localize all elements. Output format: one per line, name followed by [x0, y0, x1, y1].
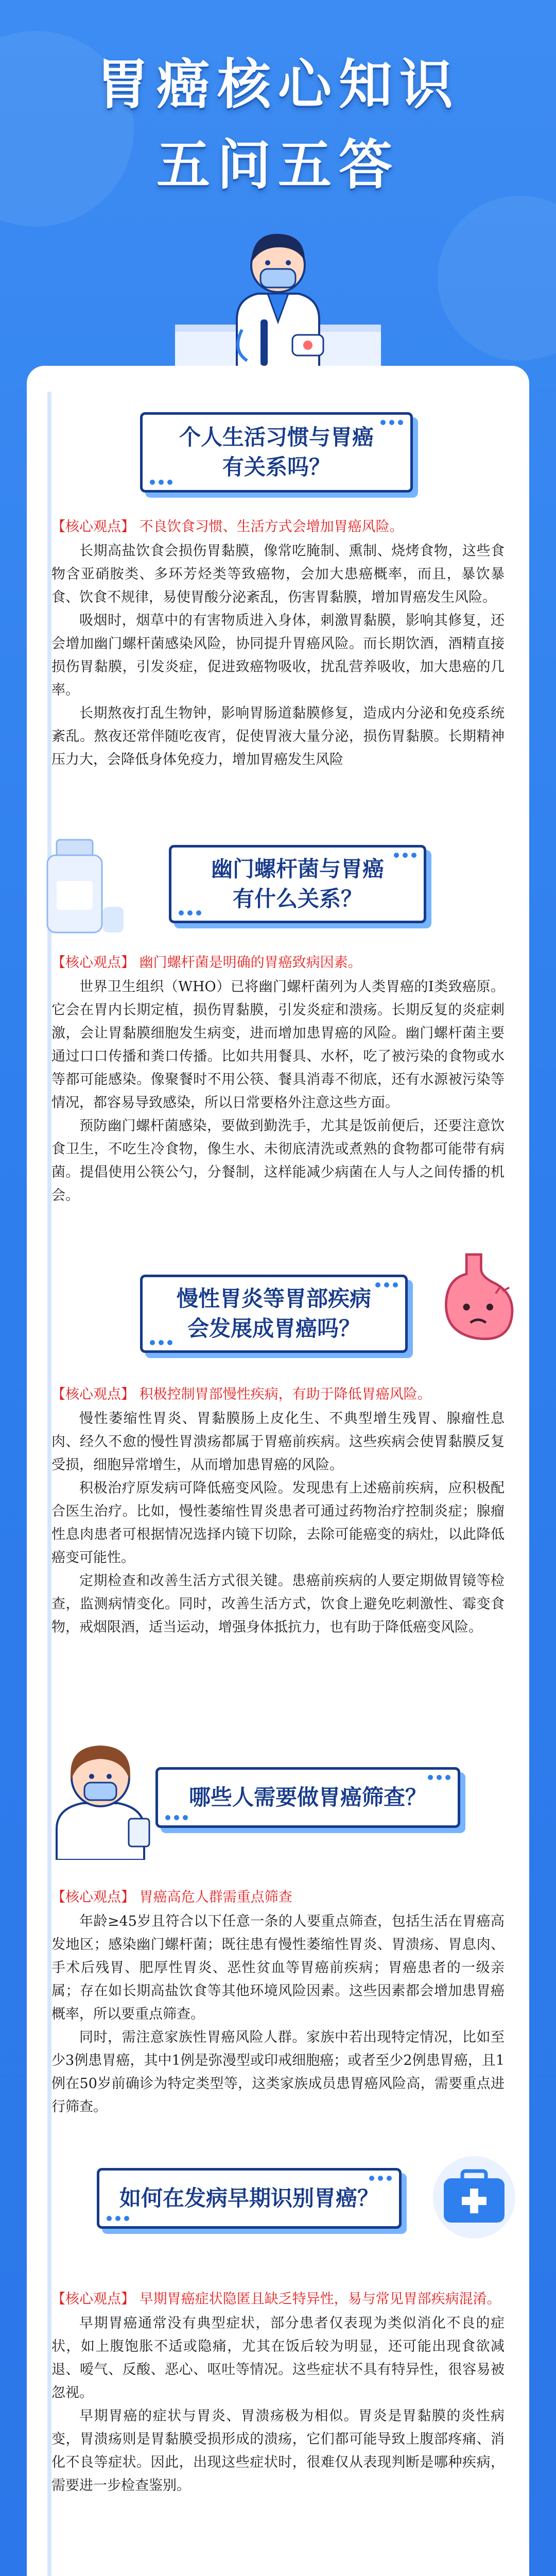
section-1-body — [51, 515, 505, 771]
core-point-2: 【核心观点】 幽门螺杆菌是明确的胃癌致病因素。 — [51, 955, 362, 971]
paragraph: 长期高盐饮食会损伤胃黏膜，像常吃腌制、熏制、烧烤食物，这些食物含亚硝胺类、多环芳烃类等致癌物，会加大患癌概率，而且，暴饮暴食、饮食不规律，易使胃酸分泌紊乱，伤害胃黏膜，增加胃癌发生风险。 — [51, 543, 505, 605]
paragraph: 早期胃癌通常没有典型症状，部分患者仅表现为类似消化不良的症状，如上腹饱胀不适或隐痛，尤其在饭后较为明显，还可能出现食欲减退、嗳气、反酸、恶心、呕吐等情况。这些症状不具有特异性，很容易被忽视。 — [51, 2315, 505, 2401]
page-title: 胃癌核心知识 — [95, 53, 460, 116]
bg-decor-circle — [438, 196, 556, 361]
question-2-text: 幽门螺杆菌与胃癌 有什么关系？ — [211, 856, 384, 911]
section-2-body — [51, 951, 505, 1207]
paragraph: 预防幽门螺杆菌感染，要做到勤洗手，尤其是饭前便后，还要注意饮食卫生，不吃生冷食物，像生水、未彻底清洗或煮熟的食物都可能带有病菌。提倡使用公筷公勺，分餐制，这样能减少病菌在人与人之间传播的机会。 — [51, 1118, 505, 1204]
dots-decor — [380, 420, 403, 425]
paragraph: 年龄≥45岁且符合以下任意一条的人要重点筛查，包括生活在胃癌高发地区；感染幽门螺杆菌；既往患有慢性萎缩性胃炎、胃溃疡、胃息肉、手术后残胃、肥厚性胃炎、恶性贫血等胃癌前疾病；胃癌患者的一级亲属；存在如长期高盐饮食等其他环境风险因素。这些因素都会增加患胃癌概率，所以要重点筛查。 — [51, 1913, 505, 2022]
medical-kit-icon — [430, 2154, 518, 2241]
section-4-body — [51, 1886, 505, 2119]
nurse-illustration — [41, 1731, 160, 1860]
dots-decor — [428, 1775, 450, 1780]
paragraph: 早期胃癌的症状与胃炎、胃溃疡极为相似。胃炎是胃黏膜的炎性病变，胃溃疡则是胃黏膜受损形成的溃疡，它们都可能导致上腹部疼痛、消化不良等症状。因此，出现这些症状时，很难仅从表现判断是哪种疾病，需要进一步检查鉴别。 — [51, 2408, 505, 2494]
core-point-1: 【核心观点】 不良饮食习惯、生活方式会增加胃癌风险。 — [51, 519, 404, 535]
paragraph: 长期熬夜打乱生物钟，影响胃肠道黏膜修复，造成内分泌和免疫系统紊乱。熬夜还常伴随吃夜宵，促使胃液大量分泌，损伤胃黏膜。长期精神压力大，会降低身体免疫力，增加胃癌发生风险 — [51, 705, 505, 768]
question-5-box — [97, 2168, 402, 2229]
question-4-box — [155, 1767, 460, 1828]
question-2-box — [169, 845, 426, 923]
section-5-body — [51, 2287, 505, 2497]
medicine-bottle-illustration — [36, 835, 129, 938]
dots-decor — [375, 1282, 398, 1287]
section-3-body — [51, 1383, 505, 1639]
page-subtitle: 五问五答 — [156, 133, 399, 196]
core-point-5: 【核心观点】 早期胃癌症状隐匿且缺乏特异性，易与常见胃部疾病混淆。 — [51, 2291, 501, 2307]
core-point-4: 【核心观点】 胃癌高危人群需重点筛查 — [51, 1889, 292, 1905]
dots-decor — [179, 910, 201, 916]
paragraph: 定期检查和改善生活方式很关键。患癌前疾病的人要定期做胃镜等检查，监测病情变化。同时，改善生活方式，饮食上避免吃刺激性、霉变食物，戒烟限酒，适当运动，增强身体抵抗力，也有助于降低癌变风险。 — [51, 1573, 505, 1635]
stomach-icon — [432, 1247, 520, 1350]
paragraph: 积极治疗原发病可降低癌变风险。发现患有上述癌前疾病，应积极配合医生治疗。比如，慢性萎缩性胃炎患者可通过药物治疗控制炎症；腺瘤性息肉患者可根据情况选择内镜下切除，去除可能癌变的病灶，以此降低癌变可能性。 — [51, 1480, 505, 1566]
core-point-3: 【核心观点】 积极控制胃部慢性疾病，有助于降低胃癌风险。 — [51, 1386, 431, 1402]
question-4-text: 哪些人需要做胃癌筛查？ — [188, 1785, 427, 1810]
dots-decor — [369, 2176, 392, 2181]
dots-decor — [150, 1340, 172, 1345]
question-1-text: 个人生活习惯与胃癌 有关系吗？ — [179, 425, 374, 480]
paragraph: 慢性萎缩性胃炎、胃黏膜肠上皮化生、不典型增生残胃、腺瘤性息肉、经久不愈的慢性胃溃疡都属于胃癌前疾病。这些疾病会使胃黏膜反复受损，细胞异常增生，从而增加患胃癌的风险。 — [51, 1411, 505, 1473]
panel-spine-decor — [47, 392, 51, 2576]
paragraph: 世界卫生组织（WHO）已将幽门螺杆菌列为人类胃癌的Ⅰ类致癌原。它会在胃内长期定植，损伤胃黏膜，引发炎症和溃疡。长期反复的炎症刺激，会让胃黏膜细胞发生病变，进而增加患胃癌的风险。幽门螺杆菌主要通过口口传播和粪口传播。比如共用餐具、水杯，吃了被污染的食物或水等都可能感染。像聚餐时不用公筷、餐具消毒不彻底，还有水源被污染等情况，都容易导致感染，所以日常要格外注意这些方面。 — [51, 979, 505, 1111]
dots-decor — [394, 853, 416, 858]
paragraph: 吸烟时，烟草中的有害物质进入身体，刺激胃黏膜，影响其修复，还会增加幽门螺杆菌感染风险，协同提升胃癌风险。而长期饮酒，酒精直接损伤胃黏膜，引发炎症，促进致癌物吸收，扰乱营养吸收，加大患癌的几率。 — [51, 613, 505, 698]
question-3-text: 慢性胃炎等胃部疾病 会发展成胃癌吗？ — [176, 1286, 371, 1341]
question-5-text: 如何在发病早期识别胃癌？ — [119, 2185, 379, 2211]
dots-decor — [107, 2216, 129, 2221]
paragraph: 同时，需注意家族性胃癌风险人群。家族中若出现特定情况，比如至少3例患胃癌，其中1例是弥漫型或印戒细胞癌；或者至少2例患胃癌，且1例在50岁前确诊为特定类型等，这类家族成员患胃癌风险高，需要重点进行筛查。 — [51, 2029, 505, 2115]
dots-decor — [150, 480, 172, 485]
question-1-box — [140, 412, 413, 493]
dots-decor — [165, 1815, 188, 1820]
question-3-box — [140, 1275, 408, 1353]
